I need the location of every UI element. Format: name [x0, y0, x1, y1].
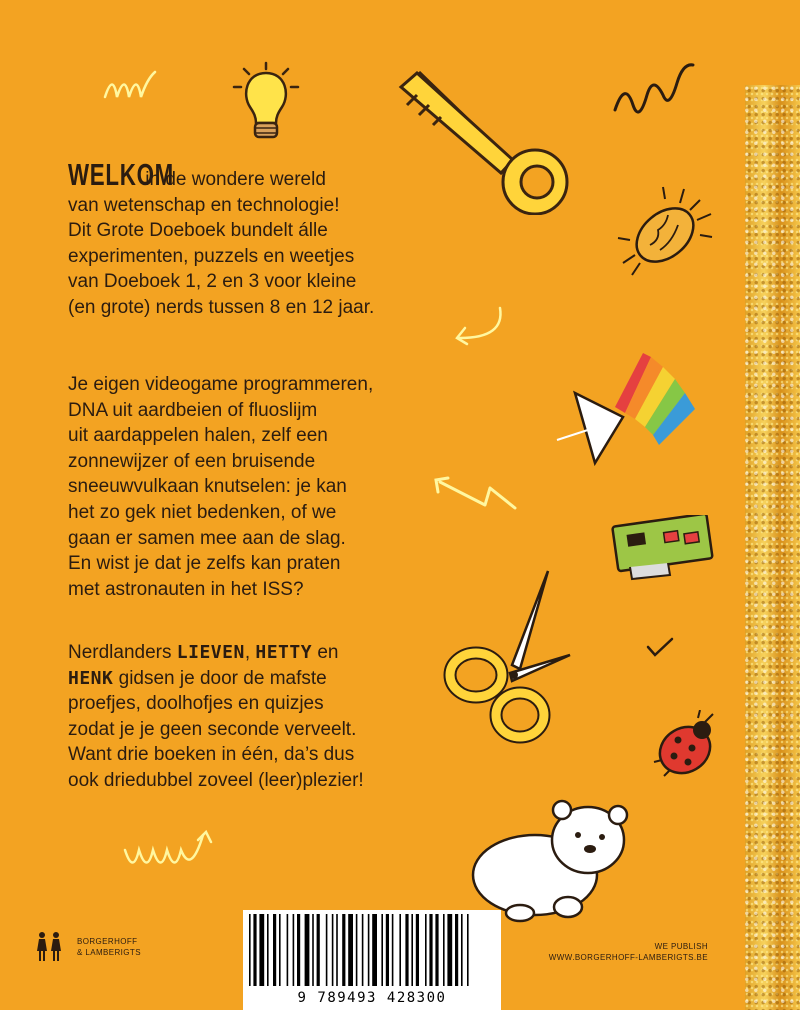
- barcode-bar: [259, 914, 264, 986]
- barcode-bar: [342, 914, 345, 986]
- scissors-icon: [440, 565, 580, 745]
- barcode-bar: [279, 914, 281, 986]
- barcode-bar: [435, 914, 438, 986]
- activities-line: sneeuwvulkaan knutselen: je kan: [68, 476, 347, 498]
- activities-line: gaan er samen mee aan de slag.: [68, 527, 346, 549]
- nerdlanders-line-1: gidsen je door de mafste: [113, 667, 327, 689]
- intro-line-2: van wetenschap en technologie!: [68, 194, 340, 216]
- barcode-bar: [392, 914, 394, 986]
- intro-line-6: (en grote) nerds tussen 8 en 12 jaar.: [68, 296, 375, 318]
- barcode-bar: [429, 914, 432, 986]
- intro-line-5: van Doeboek 1, 2 en 3 voor kleine: [68, 271, 357, 293]
- intro-line-3: Dit Grote Doeboek bundelt álle: [68, 220, 328, 242]
- isbn-number: 9 789493 428300: [297, 990, 447, 1006]
- nerdlanders-line-5: ook driedubbel zoveel (leer)plezier!: [68, 769, 364, 791]
- activities-line: DNA uit aardbeien of fluoslijm: [68, 399, 318, 421]
- curved-arrow-icon: [440, 300, 510, 350]
- bacteria-icon: [615, 185, 715, 280]
- barcode-bar: [267, 914, 269, 986]
- barcode-bar: [447, 914, 452, 986]
- barcode-bar: [293, 914, 295, 986]
- barcode-bar: [443, 914, 445, 986]
- barcode-bar: [356, 914, 358, 986]
- activities-paragraph: [68, 372, 468, 602]
- barcode-bar: [461, 914, 463, 986]
- loop-arrow-doodle-icon: [120, 825, 220, 885]
- nerdlanders-line-2: proefjes, doolhofjes en quizjes: [68, 693, 324, 715]
- ladybug-icon: [650, 710, 720, 780]
- activities-line: Je eigen videogame programmeren,: [68, 374, 374, 395]
- nerdlanders-prefix: Nerdlanders: [68, 642, 177, 663]
- nerdlanders-line-3: zodat je je geen seconde verveelt.: [68, 718, 357, 740]
- barcode-bar: [416, 914, 419, 986]
- publisher-website[interactable]: WWW.BORGERHOFF-LAMBERIGTS.BE: [548, 953, 708, 962]
- check-mark-icon: [645, 635, 675, 660]
- barcode-bar: [405, 914, 408, 986]
- barcode-bar: [348, 914, 353, 986]
- activities-line: En wist je dat je zelfs kan praten: [68, 553, 341, 575]
- activities-line: uit aardappelen halen, zelf een: [68, 425, 328, 447]
- nerdlanders-line-4: Want drie boeken in één, da’s dus: [68, 744, 355, 766]
- barcode-bar: [372, 914, 377, 986]
- intro-line-4: experimenten, puzzels en weetjes: [68, 245, 355, 267]
- barcode-bar: [317, 914, 320, 986]
- barcode-bar: [362, 914, 364, 986]
- barcode-bar: [326, 914, 328, 986]
- glitter-strip: [745, 85, 800, 1010]
- zigzag-arrow-icon: [430, 470, 520, 520]
- barcode-bar: [455, 914, 458, 986]
- barcode-bar: [381, 914, 383, 986]
- name-henk: HENK: [68, 667, 114, 689]
- name-lieven: LIEVEN: [176, 642, 245, 663]
- barcode-bar: [273, 914, 276, 986]
- barcode-bar: [336, 914, 338, 986]
- barcode-bar: [425, 914, 427, 986]
- name-conjunction: en: [312, 642, 339, 663]
- barcode-bar: [297, 914, 300, 986]
- barcode-bar: [305, 914, 310, 986]
- spring-doodle-icon: [610, 55, 700, 125]
- polar-bear-icon: [470, 795, 640, 925]
- key-icon: [395, 65, 585, 215]
- barcode-bar: [312, 914, 314, 986]
- publisher-figures-icon: [32, 931, 72, 963]
- barcode-bars: [243, 910, 501, 988]
- barcode-bar: [467, 914, 469, 986]
- barcode-bar: [368, 914, 370, 986]
- barcode-bar: [332, 914, 334, 986]
- barcode-bar: [386, 914, 389, 986]
- circuit-board-icon: [610, 515, 720, 585]
- publisher-name-line-1: BORGERHOFF: [77, 937, 138, 946]
- name-separator: ,: [244, 642, 256, 663]
- activities-line: het zo gek niet bedenken, of we: [68, 501, 337, 523]
- publisher-name-line-2: & LAMBERIGTS: [77, 948, 141, 957]
- barcode-bar: [249, 914, 251, 986]
- loop-doodle-icon: [100, 62, 160, 107]
- welkom-heading: WELKOM: [68, 157, 174, 192]
- nerdlanders-paragraph: [68, 640, 468, 794]
- activities-line: met astronauten in het ISS?: [68, 578, 304, 600]
- publisher-tagline: WE PUBLISH: [654, 942, 708, 951]
- publisher-logo: [32, 931, 182, 961]
- barcode-bar: [399, 914, 401, 986]
- intro-line-1: in de wondere wereld: [140, 169, 326, 190]
- barcode-bar: [411, 914, 413, 986]
- prism-icon: [555, 345, 705, 470]
- activities-line: zonnewijzer of een bruisende: [68, 450, 316, 472]
- name-hetty: HETTY: [255, 642, 313, 663]
- barcode-bar: [253, 914, 256, 986]
- lightbulb-icon: [226, 55, 306, 145]
- barcode-bar: [287, 914, 289, 986]
- barcode: [243, 910, 501, 1010]
